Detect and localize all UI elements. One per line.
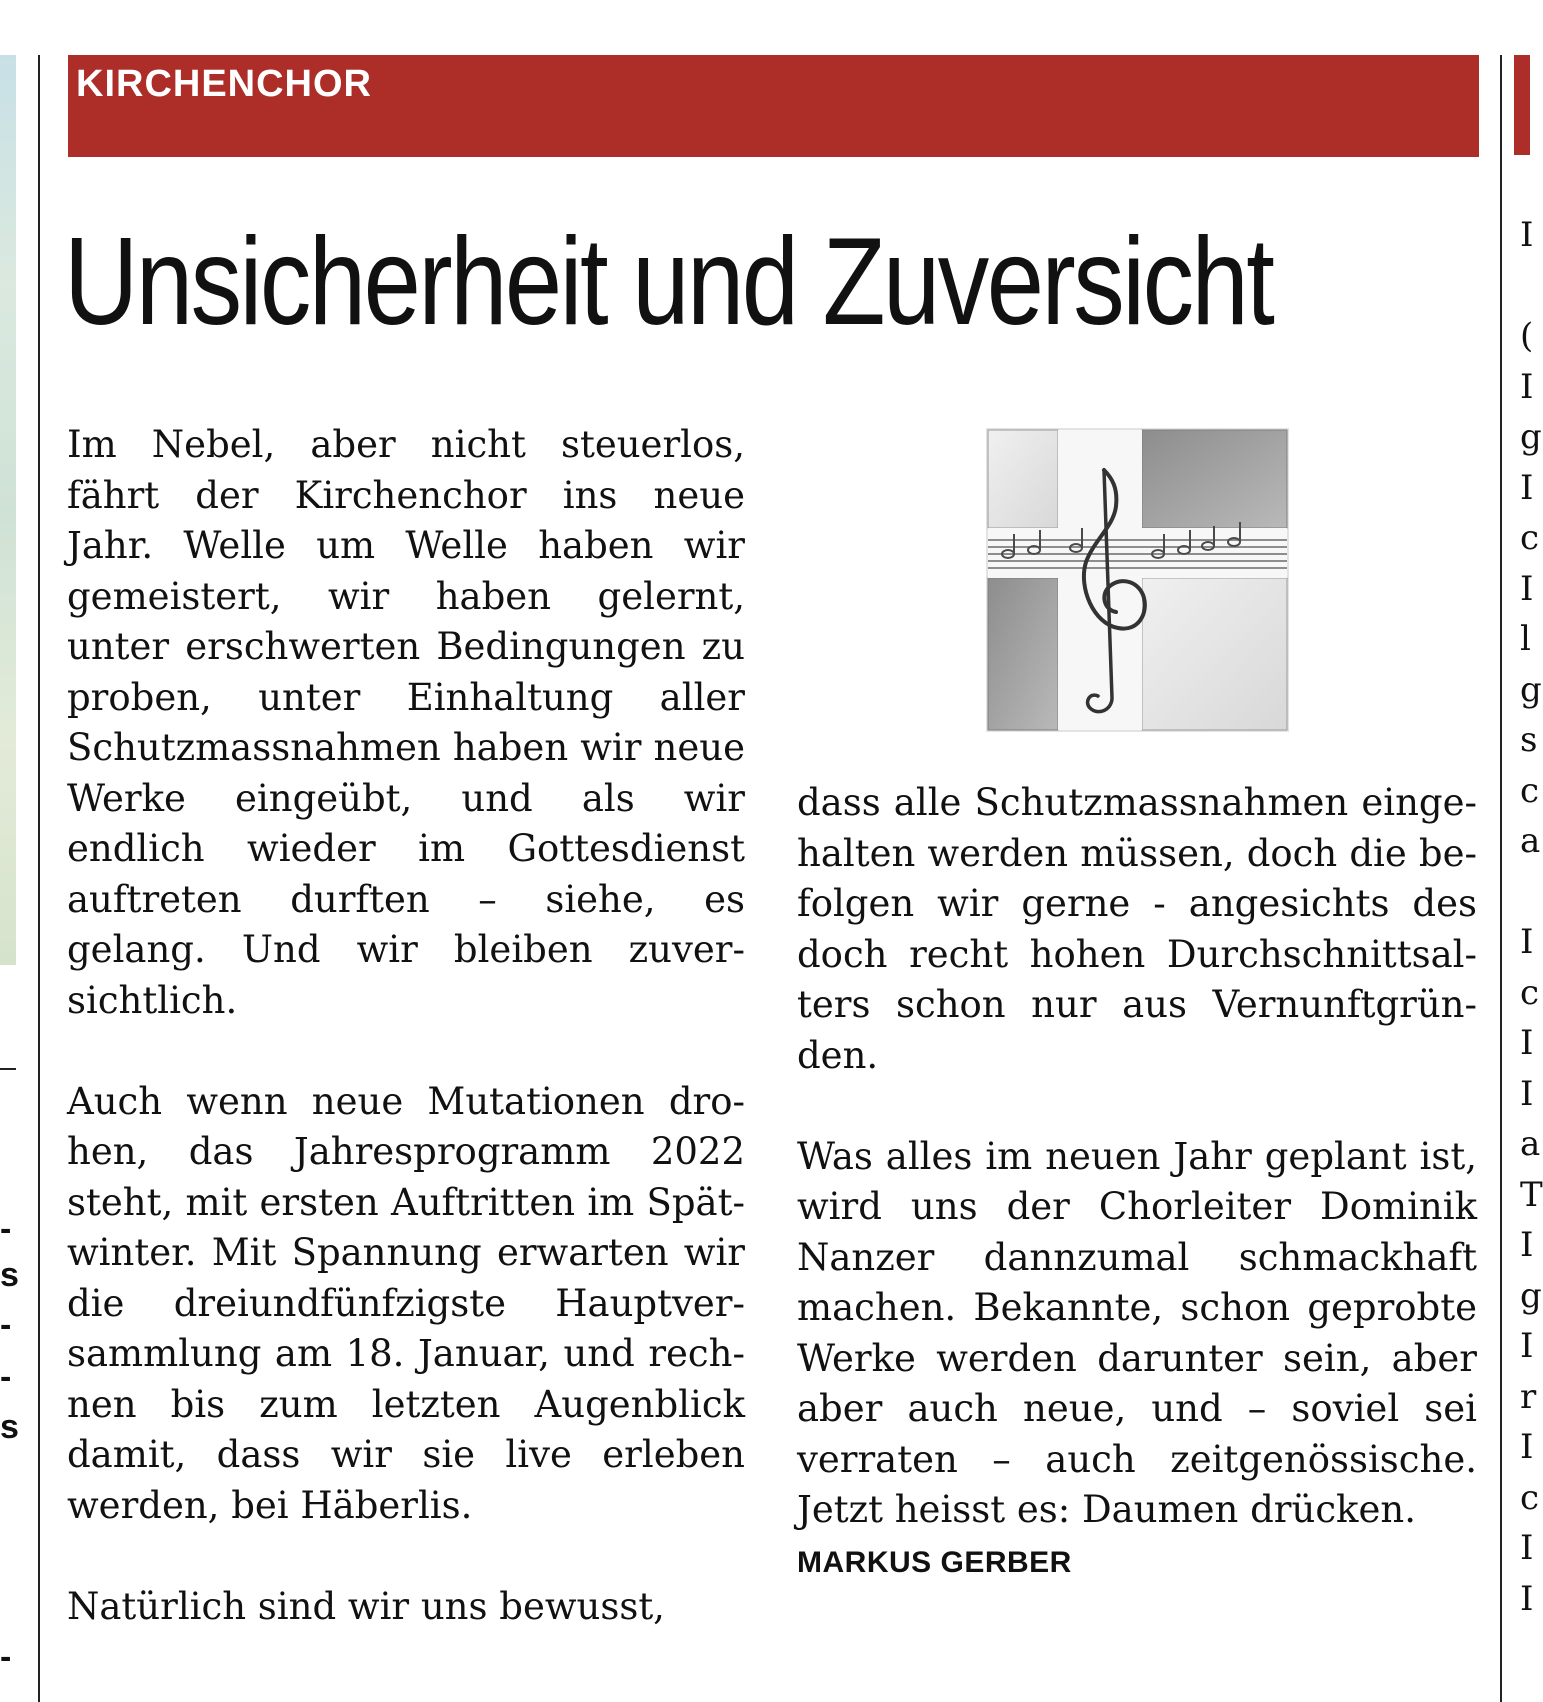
neighbor-text-fragment: I bbox=[1520, 1528, 1534, 1568]
article-byline: MARKUS GERBER bbox=[797, 1546, 1072, 1579]
neighbor-text-fragment: g bbox=[1520, 669, 1542, 710]
treble-clef-cross-icon bbox=[986, 428, 1289, 732]
article-paragraph: Auch wenn neue Mutationen drohen, das Jahresprogramm 2022 steht, mit ersten Auftritten im Spätwinter. Mit Spannung erwarten wir die dreiundfünfzigste Hauptversammlung am 18. Januar, und rechnen bis zum letzten Augenblick damit, dass wir sie live erleben werden, bei Häberlis. bbox=[67, 1079, 745, 1527]
section-kicker: KIRCHENCHOR bbox=[76, 63, 372, 105]
neighbor-text-fragment: a bbox=[1520, 1124, 1541, 1164]
neighbor-text-fragment: ( bbox=[1520, 316, 1534, 356]
neighbor-text-fragment: a bbox=[1520, 821, 1541, 861]
neighbor-text-fragment: c bbox=[1520, 972, 1540, 1013]
neighbor-text-fragment: - bbox=[0, 1358, 12, 1396]
neighbor-text-fragment: c bbox=[1520, 1477, 1540, 1518]
neighbor-text-fragment bbox=[1520, 261, 1530, 312]
neighbor-text-fragment bbox=[1520, 867, 1530, 918]
neighbor-text-fragment: I bbox=[1520, 215, 1534, 255]
neighbor-text-fragment: - bbox=[0, 1306, 12, 1344]
article-column-1 bbox=[67, 420, 745, 1632]
neighbor-text-column bbox=[1520, 210, 1543, 1624]
neighbor-text-fragment: g bbox=[1520, 417, 1542, 457]
neighbor-text-fragment: g bbox=[1520, 1275, 1542, 1316]
neighbor-text-fragment: I bbox=[1520, 1427, 1534, 1467]
column-rule-left bbox=[38, 55, 40, 1702]
article-paragraph: dass alle Schutzmassnahmen eingehalten werden müssen, doch die befolgen wir gerne - angesichts des doch recht hohen Durchschnittsalters schon nur aus Vernunftgründen. bbox=[797, 781, 1477, 1077]
column-rule-right bbox=[1500, 55, 1502, 1702]
neighbor-text-fragment: I bbox=[1520, 1578, 1534, 1619]
neighbor-kicker-bar bbox=[1514, 55, 1530, 155]
neighbor-text-fragment: - bbox=[0, 1638, 12, 1676]
article-headline: Unsicherheit und Zuversicht bbox=[64, 213, 1273, 351]
neighbor-text-fragment: c bbox=[1520, 518, 1540, 558]
neighbor-photo-strip bbox=[0, 55, 16, 965]
neighbor-text-fragment: I bbox=[1520, 1326, 1534, 1366]
neighbor-text-fragment: c bbox=[1520, 770, 1540, 811]
neighbor-text-fragment: I bbox=[1520, 467, 1534, 508]
neighbor-text-fragment: s bbox=[0, 1256, 19, 1294]
article-column-2 bbox=[797, 778, 1477, 1536]
article-paragraph: Was alles im neuen Jahr geplant ist, wird uns der Chorleiter Dominik Nanzer dannzumal schmackhaft machen. Bekannte, schon geprobte Werke werden darunter sein, aber aber auch neue, und – soviel sei verraten – auch zeitgenössische. Jetzt heisst es: Daumen drücken. bbox=[797, 1134, 1477, 1531]
neighbor-rule bbox=[0, 1068, 16, 1070]
neighbor-text-fragment: I bbox=[1520, 366, 1534, 407]
neighbor-text-fragment: I bbox=[1520, 922, 1534, 962]
neighbor-text-fragment: s bbox=[0, 1408, 19, 1446]
section-kicker-bar bbox=[68, 55, 1479, 157]
neighbor-text-fragment: I bbox=[1520, 1073, 1534, 1114]
neighbor-text-fragment: I bbox=[1520, 1225, 1534, 1265]
article-paragraph: Natürlich sind wir uns bewusst, bbox=[67, 1584, 665, 1628]
neighbor-text-fragment: r bbox=[1520, 1376, 1537, 1417]
neighbor-text-fragment: - bbox=[0, 1210, 12, 1248]
neighbor-text-fragment: I bbox=[1520, 568, 1534, 609]
neighbor-text-fragment: s bbox=[1520, 720, 1538, 760]
article-paragraph: Im Nebel, aber nicht steuerlos, fährt der Kirchenchor ins neue Jahr. Welle um Welle haben wir gemeistert, wir haben gelernt, unter erschwerten Bedingungen zu proben, unter Einhaltung aller Schutzmassnahmen haben wir neue Werke eingeübt, und als wir endlich wieder im Gottesdienst auftreten durften – siehe, es gelang. Und wir bleiben zuversichtlich. bbox=[67, 423, 745, 1022]
neighbor-text-fragment: I bbox=[1520, 1023, 1534, 1063]
music-illustration bbox=[986, 428, 1289, 732]
neighbor-text-fragment: l bbox=[1520, 619, 1531, 659]
neighbor-text-fragment: T bbox=[1520, 1174, 1543, 1215]
